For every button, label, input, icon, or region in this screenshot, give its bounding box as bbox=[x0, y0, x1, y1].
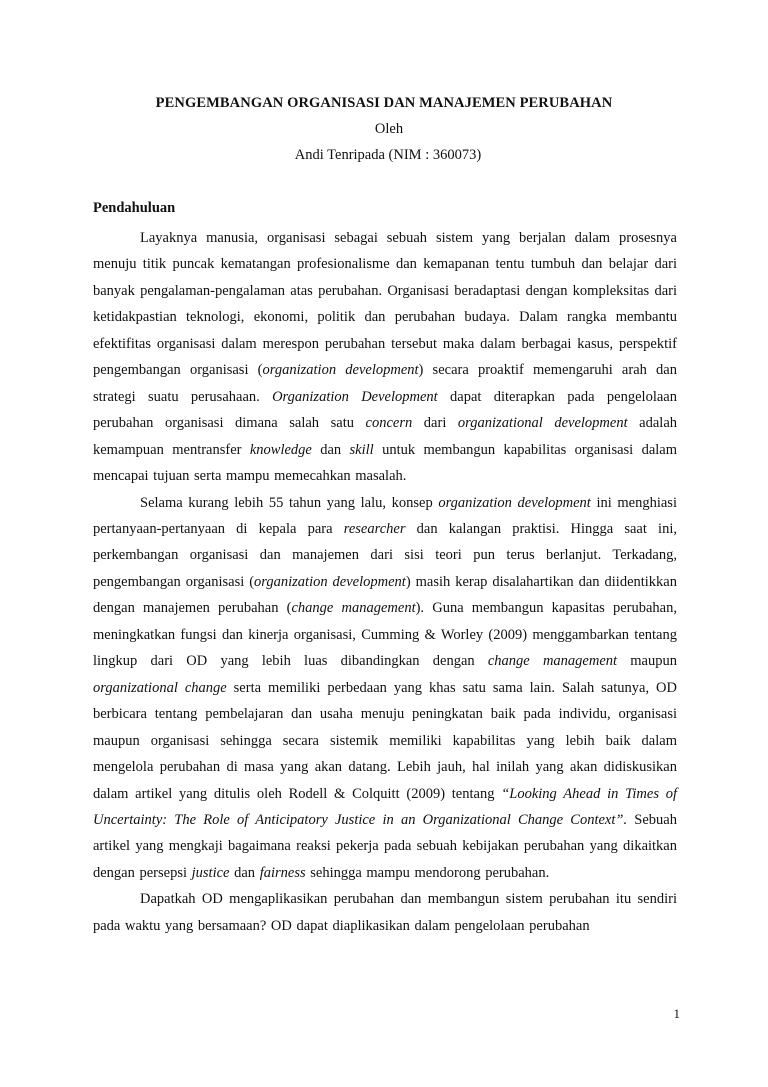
text-run: serta memiliki perbedaan yang khas satu sama lain. Salah satunya, OD berbicara tentang pembelajaran dan usaha menuju peningkatan baik pada individu, organisasi maupun organisasi sehingga secara sistemik memiliki kapabilitas yang lebih baik dalam mengelola perubahan di masa yang akan datang. Lebih jauh, hal inilah yang akan didiskusikan dalam artikel yang ditulis oleh Rodell & Colquitt (2009) tentang bbox=[93, 679, 677, 802]
paragraph bbox=[93, 886, 677, 939]
italic-term: justice bbox=[191, 864, 230, 881]
text-run: ) masih kerap disalahartikan dan diidentikkan dengan manajemen perubahan ( bbox=[93, 573, 677, 617]
author-line: Andi Tenripada (NIM : 360073) bbox=[294, 147, 482, 163]
text-run: dan bbox=[229, 864, 260, 881]
document-title: PENGEMBANGAN ORGANISASI DAN MANAJEMEN PERUBAHAN bbox=[155, 95, 613, 111]
italic-term: change management bbox=[487, 653, 618, 670]
italic-term: “Looking Ahead in Times of Uncertainty: The Role of Anticipatory Justice in an Organizational Change Context”. bbox=[93, 785, 678, 828]
text-run: sehingga mampu mendorong perubahan. bbox=[305, 864, 550, 881]
italic-term: organization development bbox=[438, 494, 591, 511]
text-run: ini menghiasi pertanyaan-pertanyaan di kepala para bbox=[93, 494, 677, 537]
italic-term: organization development bbox=[262, 362, 419, 379]
italic-term: organizational development bbox=[457, 415, 628, 432]
text-run: dari bbox=[412, 415, 458, 432]
text-run: ). Guna membangun kapasitas perubahan, meningkatkan fungsi dan kinerja organisasi, Cumming & Worley (2009) menggambarkan tentang lingkup dari OD yang lebih luas dibandingkan dengan bbox=[93, 600, 677, 670]
text-run: untuk membangun kapabilitas organisasi dalam mencapai tujuan serta mampu memecahkan masalah. bbox=[93, 441, 678, 485]
italic-term: fairness bbox=[259, 864, 306, 881]
italic-term: skill bbox=[349, 441, 374, 458]
text-run: ) secara proaktif memengaruhi arah dan strategi suatu perusahaan. bbox=[93, 362, 677, 405]
paragraph bbox=[93, 490, 677, 887]
paragraph bbox=[93, 225, 677, 490]
section-heading: Pendahuluan bbox=[93, 200, 176, 216]
text-run: adalah kemampuan mentransfer bbox=[93, 415, 678, 458]
text-run: Sebuah artikel yang mengkaji bagaimana reaksi pekerja pada sebuah kebijakan perubahan yang dikaitkan dengan persepsi bbox=[93, 811, 677, 881]
italic-term: organizational change bbox=[93, 679, 227, 696]
text-run: maupun bbox=[617, 653, 677, 670]
italic-term: concern bbox=[365, 415, 413, 432]
text-run: dan bbox=[311, 441, 350, 458]
italic-term: organization development bbox=[254, 573, 406, 590]
italic-term: change management bbox=[291, 600, 416, 617]
italic-term: researcher bbox=[343, 520, 406, 537]
text-run: Layaknya manusia, organisasi sebagai sebuah sistem yang berjalan dalam prosesnya menuju titik puncak kematangan profesionalisme dan kemapanan tentu tumbuh dan belajar dari banyak pengalaman-pengalaman atas perubahan. Organisasi beradaptasi dengan kompleksitas dari ketidakpastian teknologi, ekonomi, politik dan perubahan budaya. Dalam rangka membantu efektifitas organisasi dalam merespon perubahan tersebut maka dalam berbagai kasus, perspektif pengembangan organisasi ( bbox=[93, 230, 677, 379]
page-number: 1 bbox=[673, 1006, 680, 1021]
italic-term: Organization Development bbox=[272, 388, 438, 405]
body-text bbox=[93, 225, 677, 939]
text-run: Dapatkah OD mengaplikasikan perubahan dan membangun sistem perubahan itu sendiri pada waktu yang bersamaan? OD dapat diaplikasikan dalam pengelolaan perubahan bbox=[93, 891, 677, 934]
italic-term: knowledge bbox=[249, 441, 312, 458]
text-run: dapat diterapkan pada pengelolaan perubahan organisasi dimana salah satu bbox=[93, 388, 677, 432]
byline: Oleh bbox=[374, 121, 404, 137]
text-run: dan kalangan praktisi. Hingga saat ini, perkembangan organisasi dan manajemen dari sisi teori pun terus berlanjut. Terkadang, pengembangan organisasi ( bbox=[93, 520, 677, 590]
text-run: Selama kurang lebih 55 tahun yang lalu, konsep bbox=[140, 494, 439, 511]
